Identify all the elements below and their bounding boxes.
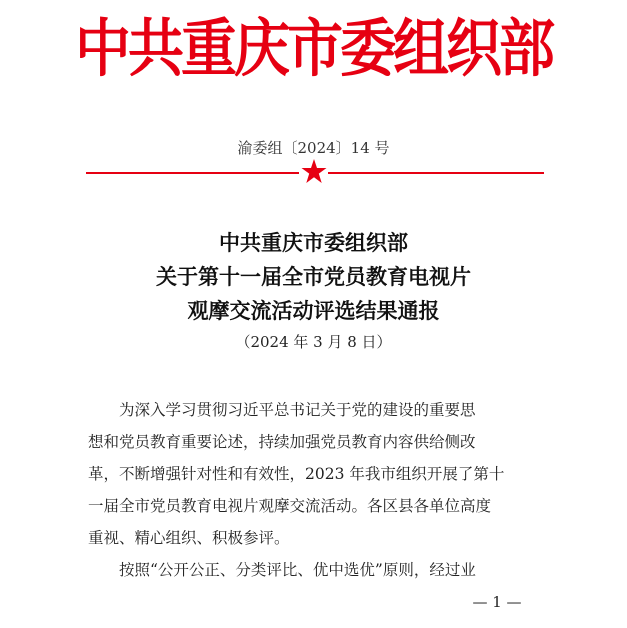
document-date: （2024 年 3 月 8 日） <box>235 333 392 351</box>
document-number: 渝委组〔2024〕14 号 <box>237 139 390 157</box>
body-text-line: 一届全市党员教育电视片观摩交流活动。各区县各单位高度 <box>88 497 492 515</box>
body-text-line: 重视、精心组织、积极参评。 <box>88 529 290 547</box>
body-text-line: 按照“公开公正、分类评比、优中选优”原则，经过业 <box>119 561 476 579</box>
red-divider-right <box>328 172 544 174</box>
document-title-line-1: 中共重庆市委组织部 <box>219 230 408 255</box>
document-title-line-2: 关于第十一届全市党员教育电视片 <box>156 264 471 289</box>
star-icon <box>301 158 327 184</box>
body-text-line: 为深入学习贯彻习近平总书记关于党的建设的重要思 <box>119 401 476 419</box>
body-text-line: 想和党员教育重要论述，持续加强党员教育内容供给侧改 <box>88 433 476 451</box>
document-title-line-3: 观摩交流活动评选结果通报 <box>187 298 440 323</box>
red-divider-left <box>86 172 299 174</box>
body-text-line: 革，不断增强针对性和有效性，2023 年我市组织开展了第十 <box>88 465 505 483</box>
issuer-letterhead-title: 中共重庆市委组织部 <box>75 11 552 86</box>
page-number: — 1 — <box>472 593 522 611</box>
